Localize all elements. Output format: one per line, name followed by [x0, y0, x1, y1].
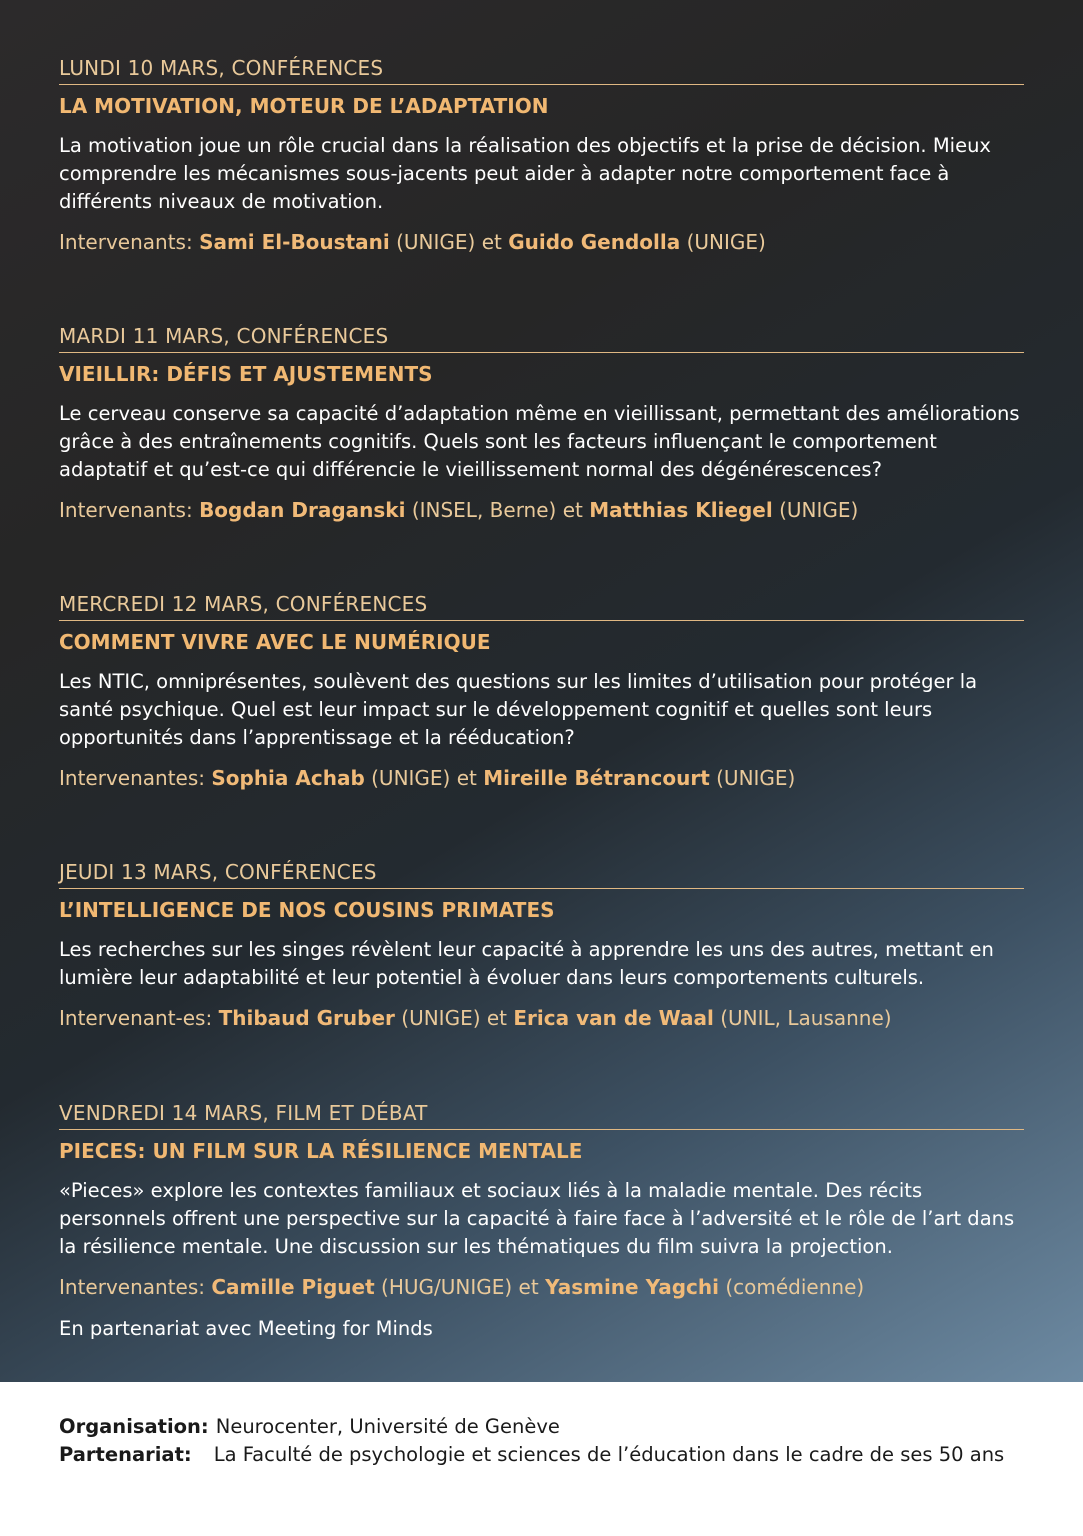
speaker-name: Matthias Kliegel [589, 498, 773, 522]
speaker-name: Camille Piguet [211, 1275, 375, 1299]
organisation-value: Neurocenter, Université de Genève [215, 1415, 560, 1438]
event-speakers [59, 496, 1024, 524]
speakers-label: Intervenants: [59, 498, 193, 522]
partenariat-value: La Faculté de psychologie et sciences de l’éducation dans le cadre de ses 50 ans [213, 1443, 1005, 1466]
event-friday [59, 1101, 1024, 1343]
speakers-joiner: et [562, 498, 583, 522]
event-speakers [59, 1004, 1024, 1032]
organisation-row [59, 1413, 1049, 1441]
speaker-name: Erica van de Waal [513, 1006, 714, 1030]
event-description: La motivation joue un rôle crucial dans la réalisation des objectifs et la prise de décision. Mieux comprendre les mécanismes sous-jacents peut aider à adapter notre comportement face à différents niveaux de motivation. [59, 134, 991, 213]
speaker-affiliation: (HUG/UNIGE) [381, 1275, 513, 1299]
speakers-joiner: et [481, 230, 502, 254]
speaker-name: Guido Gendolla [508, 230, 681, 254]
event-date: JEUDI 13 MARS, CONFÉRENCES [59, 860, 1024, 889]
speaker-name: Yasmine Yagchi [545, 1275, 719, 1299]
speaker-affiliation: (UNIGE) [401, 1006, 481, 1030]
speaker-affiliation: (UNIGE) [716, 766, 796, 790]
event-date: MERCREDI 12 MARS, CONFÉRENCES [59, 592, 1024, 621]
speakers-joiner: et [486, 1006, 508, 1030]
event-date: VENDREDI 14 MARS, FILM ET DÉBAT [59, 1101, 1024, 1130]
event-thursday [59, 860, 1024, 1032]
speaker-affiliation: (INSEL, Berne) [411, 498, 557, 522]
speaker-affiliation: (UNIGE) [396, 230, 476, 254]
speaker-name: Mireille Bétrancourt [483, 766, 710, 790]
speakers-label: Intervenantes: [59, 766, 205, 790]
event-tuesday [59, 324, 1024, 524]
event-description: «Pieces» explore les contextes familiaux et sociaux liés à la maladie mentale. Des récits personnels offrent une perspective sur la capacité à faire face à l’adversité et le rôle de l’art dans la résilience mentale. Une discussion sur les thématiques du film suivra la projection. [59, 1179, 1015, 1258]
event-title: LA MOTIVATION, MOTEUR DE L’ADAPTATION [59, 94, 549, 118]
speaker-affiliation: (UNIGE) [371, 766, 451, 790]
speaker-name: Sophia Achab [211, 766, 365, 790]
partenariat-row [59, 1441, 1049, 1469]
event-speakers [59, 1273, 1024, 1301]
event-description: Les recherches sur les singes révèlent leur capacité à apprendre les uns des autres, mettant en lumière leur adaptabilité et leur potentiel à évoluer dans leurs comportements culturels. [59, 938, 994, 989]
speaker-name: Bogdan Draganski [199, 498, 406, 522]
event-description: Le cerveau conserve sa capacité d’adaptation même en vieillissant, permettant des améliorations grâce à des entraînements cognitifs. Quels sont les facteurs influençant le comportement adaptatif et qu’est-ce qui différencie le vieillissement normal des dégénérescences? [59, 402, 1020, 481]
footer-credits [59, 1413, 1049, 1469]
speaker-affiliation: (UNIGE) [686, 230, 766, 254]
speakers-label: Intervenantes: [59, 1275, 205, 1299]
speakers-label: Intervenant-es: [59, 1006, 213, 1030]
event-title: COMMENT VIVRE AVEC LE NUMÉRIQUE [59, 630, 491, 654]
event-title: L’INTELLIGENCE DE NOS COUSINS PRIMATES [59, 898, 555, 922]
event-monday [59, 56, 1024, 256]
speaker-name: Thibaud Gruber [218, 1006, 395, 1030]
organisation-label: Organisation: [59, 1415, 209, 1438]
speakers-joiner: et [518, 1275, 539, 1299]
speakers-label: Intervenants: [59, 230, 193, 254]
event-speakers [59, 764, 1024, 792]
event-title: VIEILLIR: DÉFIS ET AJUSTEMENTS [59, 362, 433, 386]
partenariat-label: Partenariat: [59, 1443, 192, 1466]
event-date: MARDI 11 MARS, CONFÉRENCES [59, 324, 1024, 353]
event-speakers [59, 228, 1024, 256]
partnership-note: En partenariat avec Meeting for Minds [59, 1317, 433, 1340]
event-wednesday [59, 592, 1024, 792]
event-title: PIECES: UN FILM SUR LA RÉSILIENCE MENTALE [59, 1139, 583, 1163]
event-date: LUNDI 10 MARS, CONFÉRENCES [59, 56, 1024, 85]
speaker-affiliation: (comédienne) [725, 1275, 865, 1299]
speaker-affiliation: (UNIL, Lausanne) [720, 1006, 892, 1030]
event-description: Les NTIC, omniprésentes, soulèvent des questions sur les limites d’utilisation pour protéger la santé psychique. Quel est leur impact sur le développement cognitif et quelles sont leurs opportunités dans l’apprentissage et la rééducation? [59, 670, 978, 749]
speakers-joiner: et [456, 766, 477, 790]
speaker-affiliation: (UNIGE) [779, 498, 859, 522]
speaker-name: Sami El-Boustani [199, 230, 390, 254]
